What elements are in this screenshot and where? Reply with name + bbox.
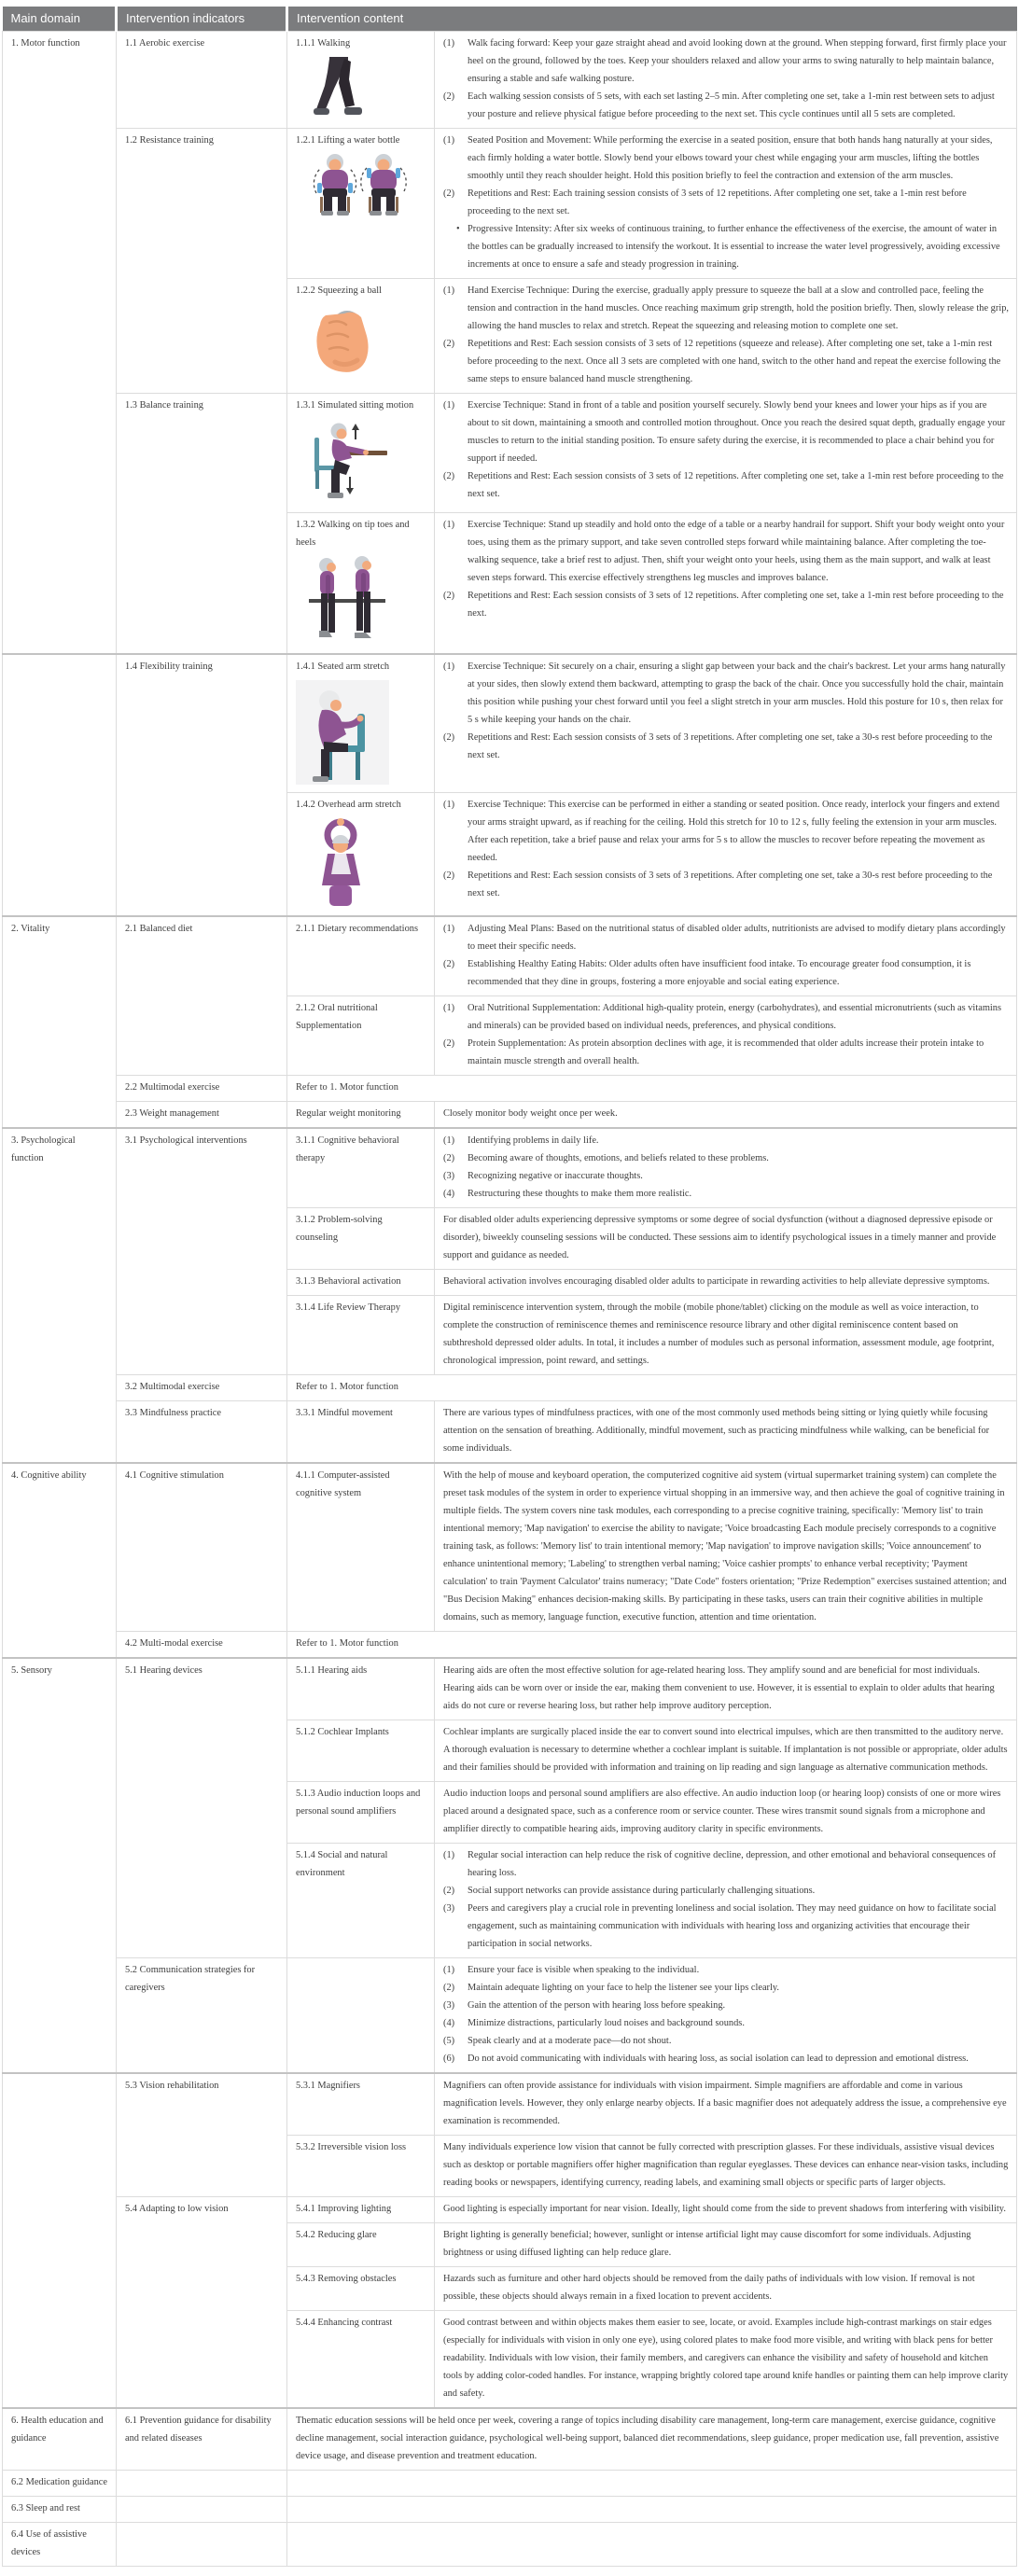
indicator-text: 4.1 Cognitive stimulation bbox=[125, 1470, 224, 1481]
sub-text: 1.1.1 Walking bbox=[296, 38, 351, 49]
sub-text: 3.1.4 Life Review Therapy bbox=[296, 1302, 401, 1313]
cell-content bbox=[435, 2073, 1017, 2136]
cell-content bbox=[435, 129, 1017, 279]
cell-domain bbox=[3, 1463, 117, 1658]
table-row bbox=[3, 2471, 1017, 2497]
item-text: Exercise Technique: Stand in front of a table and position yourself securely. Slowly bend your knees and lower your hips as if you are about to sit down, maintaining a smooth and controlled motion throughout. Once you reach the desired squat depth, gradually engage your muscles to return to the initial standing position. To ensure safety during the exercise, it is recommended to place a chair behind you for support if needed. bbox=[468, 400, 1006, 464]
cell-content bbox=[287, 2497, 1017, 2523]
content-text: Thematic education sessions will be held once per week, covering a range of topics including disability care management, long-term care management, exercise guidance, cognitive decline management, social interaction guidance, psychological well-being support, balanced diet recommendations, sleep guidance, proper medication use, fall prevention, assistive device usage, and disease prevention and treatment education. bbox=[296, 2416, 999, 2461]
content-text: Digital reminiscence intervention system, through the mobile (mobile phone/tablet) clicking on the module as well as voice interaction, to complete the construction of reminiscence themes and reminiscence resource library and other digital reminiscence content based on subthreshold depressed older adults. In total, it includes a number of modules such as personal information, assessment module, age footprint, chronological impression, point reward, and settings. bbox=[443, 1302, 995, 1366]
table-row bbox=[3, 1958, 1017, 2074]
cell-sub bbox=[287, 513, 435, 655]
cell-domain bbox=[3, 2073, 117, 2408]
item-text: Ensure your face is visible when speaking to the individual. bbox=[468, 1965, 700, 1975]
numbered-item bbox=[443, 1961, 1009, 1979]
cell-sub bbox=[287, 2073, 435, 2136]
cell-sub bbox=[287, 1782, 435, 1844]
intervention-table bbox=[2, 7, 1017, 2567]
cell-content bbox=[435, 1782, 1017, 1844]
cell-content bbox=[435, 1463, 1017, 1632]
item-text: Do not avoid communicating with individuals with hearing loss, as social isolation can lead to depression and emotional distress. bbox=[468, 2054, 969, 2064]
item-text: Recognizing negative or inaccurate thoughts. bbox=[468, 1171, 643, 1181]
numbered-item bbox=[443, 867, 1009, 902]
item-number: (1) bbox=[443, 800, 455, 810]
table-row bbox=[3, 32, 1017, 129]
numbered-item bbox=[443, 796, 1009, 867]
cell-content bbox=[435, 654, 1017, 793]
numbered-item bbox=[443, 1900, 1009, 1953]
item-text: Adjusting Meal Plans: Based on the nutritional status of disabled older adults, nutritionists are advised to modify dietary plans accordingly to meet their specific needs. bbox=[468, 924, 1006, 952]
indicator-text: 3.2 Multimodal exercise bbox=[125, 1382, 220, 1392]
sub-text: 5.4.1 Improving lighting bbox=[296, 2204, 392, 2214]
item-text: Exercise Technique: Stand up steadily and hold onto the edge of a table or a nearby handrail for support. Shift your body weight onto your toes, using them as the primary support, and take seven controlled steps forward while maintaining balance. After completing the toe-walking sequence, take a brief rest to adjust. Then, shift your weight onto your heels, using them as the main support, and walk at least seven steps forward. This exercise effectively strengthens leg muscles and improves balance. bbox=[468, 520, 1005, 583]
cell-sub bbox=[287, 394, 435, 513]
cell-content bbox=[435, 513, 1017, 655]
table-row bbox=[3, 1463, 1017, 1632]
cell-content bbox=[435, 1128, 1017, 1208]
sub-text: 5.1.1 Hearing aids bbox=[296, 1665, 368, 1676]
cell-content bbox=[435, 1401, 1017, 1464]
cell-sub bbox=[287, 996, 435, 1076]
item-number: (4) bbox=[443, 1189, 455, 1199]
cell-indicator bbox=[117, 2497, 287, 2523]
sub-text: 5.4.4 Enhancing contrast bbox=[296, 2318, 393, 2328]
domain-text: 2. Vitality bbox=[11, 924, 50, 934]
domain-text: 5. Sensory bbox=[11, 1665, 52, 1676]
cell-sub bbox=[287, 1463, 435, 1632]
cell-sub bbox=[287, 1208, 435, 1270]
sub-text: 3.3.1 Mindful movement bbox=[296, 1408, 393, 1418]
header-main-domain: Main domain bbox=[3, 7, 117, 32]
numbered-item bbox=[443, 658, 1009, 729]
item-number: (2) bbox=[443, 1886, 455, 1896]
indicator-text: 5.3 Vision rehabilitation bbox=[125, 2081, 219, 2091]
cell-indicator bbox=[117, 394, 287, 655]
cell-content bbox=[435, 1720, 1017, 1782]
cell-indicator bbox=[117, 1375, 287, 1401]
cell-domain bbox=[3, 2408, 117, 2471]
numbered-item bbox=[443, 185, 1009, 220]
cell-content bbox=[435, 2267, 1017, 2311]
indicator-text: 2.3 Weight management bbox=[125, 1108, 219, 1119]
item-text: Identifying problems in daily life. bbox=[468, 1135, 599, 1146]
cell-indicator bbox=[117, 916, 287, 1076]
item-text: Walk facing forward: Keep your gaze straight ahead and avoid looking down at the ground. When stepping forward, first firmly place your heel on the ground, followed by the toes. Keep your shoulders relaxed and allow your arms to swing naturally to help maintain balance, ensuring a stable and safe walking posture. bbox=[468, 38, 1007, 84]
numbered-item bbox=[443, 132, 1009, 185]
numbered-item bbox=[443, 1979, 1009, 1997]
item-number: (1) bbox=[443, 1135, 455, 1146]
cell-content bbox=[435, 996, 1017, 1076]
indicator-text: 3.1 Psychological interventions bbox=[125, 1135, 247, 1146]
indicator-text: 6.1 Prevention guidance for disability and related diseases bbox=[125, 2416, 272, 2444]
cell-sub bbox=[287, 1401, 435, 1464]
header-intervention-content: Intervention content bbox=[287, 7, 1017, 32]
indicator-text: 5.4 Adapting to low vision bbox=[125, 2204, 229, 2214]
domain-text: 4. Cognitive ability bbox=[11, 1470, 87, 1481]
bullet-text: Progressive Intensity: After six weeks of continuous training, to further enhance the effectiveness of the exercise, the amount of water in the bottles can be gradually increased to intensify the workout. It is essential to increase the water level progressively, avoiding excessive increments at once to ensure a safe and steady progression in training. bbox=[468, 224, 1000, 270]
cell-content bbox=[287, 1076, 1017, 1102]
table-header bbox=[3, 7, 1017, 32]
cell-sub bbox=[287, 32, 435, 129]
cell-content bbox=[287, 2408, 1017, 2471]
cell-content bbox=[435, 279, 1017, 394]
numbered-item bbox=[443, 1035, 1009, 1070]
sub-text: 5.4.2 Reducing glare bbox=[296, 2230, 377, 2240]
numbered-item bbox=[443, 1132, 1009, 1149]
item-number: (2) bbox=[443, 339, 455, 349]
item-number: (3) bbox=[443, 1171, 455, 1181]
numbered-item bbox=[443, 2032, 1009, 2050]
sub-text: 3.1.1 Cognitive behavioral therapy bbox=[296, 1135, 399, 1163]
item-text: Protein Supplementation: As protein absorption declines with age, it is recommended that older adults increase their protein intake to maintain muscle strength and overall health. bbox=[468, 1038, 984, 1066]
header-intervention-indicators: Intervention indicators bbox=[117, 7, 287, 32]
table-row bbox=[3, 1632, 1017, 1659]
cell-domain bbox=[3, 916, 117, 1128]
item-number: (1) bbox=[443, 924, 455, 934]
item-number: (6) bbox=[443, 2054, 455, 2064]
item-text: Speak clearly and at a moderate pace—do not shout. bbox=[468, 2036, 672, 2046]
cell-content bbox=[435, 2223, 1017, 2267]
sub-text: 1.4.1 Seated arm stretch bbox=[296, 661, 390, 672]
sub-text: Regular weight monitoring bbox=[296, 1108, 401, 1119]
cell-content bbox=[287, 2523, 1017, 2567]
table-row bbox=[3, 2073, 1017, 2136]
indicator-text: 1.3 Balance training bbox=[125, 400, 203, 411]
content-text: Many individuals experience low vision that cannot be fully corrected with prescription glasses. For these individuals, assistive visual devices such as desktop or portable magnifiers offer higher magnification than regular eyeglasses. These devices can enhance near-vision tasks, including reading books or newspapers, identifying currency, reading labels, and examining small objects or specific parts of larger objects. bbox=[443, 2142, 1009, 2188]
table-row bbox=[3, 394, 1017, 513]
table-row bbox=[3, 1102, 1017, 1129]
item-text: Hand Exercise Technique: During the exercise, gradually apply pressure to squeeze the ball at a slow and controlled pace, feeling the tension and contraction in the hand muscles. Once reaching maximum grip strength, hold the position briefly. Then, slowly release the grip, allowing the hand muscles to relax and stretch. Repeat the squeezing and releasing motion to complete one set. bbox=[468, 285, 1010, 331]
table-row bbox=[3, 1076, 1017, 1102]
cell-sub bbox=[287, 1958, 435, 2074]
numbered-item bbox=[443, 955, 1009, 991]
cell-sub bbox=[287, 1658, 435, 1720]
cell-sub bbox=[287, 654, 435, 793]
item-text: Each walking session consists of 5 sets, with each set lasting 2–5 min. After completing one set, take a 1-min rest between sets to adjust your posture and relieve physical fatigue before proceeding to the next set. This cycle continues until all 5 sets are completed. bbox=[468, 91, 995, 119]
sub-text: 5.3.2 Irreversible vision loss bbox=[296, 2142, 407, 2152]
cell-indicator bbox=[117, 654, 287, 916]
cell-indicator bbox=[117, 2408, 287, 2471]
cell-indicator bbox=[117, 32, 287, 129]
item-number: (1) bbox=[443, 1965, 455, 1975]
cell-content bbox=[435, 1658, 1017, 1720]
item-number: (3) bbox=[443, 1903, 455, 1914]
cell-domain bbox=[3, 2497, 117, 2523]
cell-domain bbox=[3, 2523, 117, 2567]
cell-sub bbox=[287, 1296, 435, 1375]
item-number: (1) bbox=[443, 1850, 455, 1860]
cell-indicator bbox=[117, 1076, 287, 1102]
table-row bbox=[3, 916, 1017, 996]
numbered-item bbox=[443, 1997, 1009, 2014]
cell-sub bbox=[287, 1844, 435, 1958]
content-text: Hazards such as furniture and other hard objects should be removed from the daily paths of individuals with low vision. If removal is not possible, these objects should always remain in a fixed location to prevent accidents. bbox=[443, 2274, 975, 2302]
overhead-arm-stretch-icon bbox=[311, 818, 426, 908]
cell-sub bbox=[287, 793, 435, 917]
item-number: (2) bbox=[443, 591, 455, 601]
sub-text: 3.1.3 Behavioral activation bbox=[296, 1276, 401, 1287]
item-number: (1) bbox=[443, 520, 455, 530]
table-row bbox=[3, 1401, 1017, 1464]
item-text: Exercise Technique: This exercise can be performed in either a standing or seated position. Once ready, interlock your fingers and extend your arms straight upward, as if reaching for the ceiling. Hold this stretch for 10 to 12 s, fully feeling the extension in your arm muscles. After each repetition, take a brief pause and relax your arms for 5 s to allow the muscles to recover before repeating the movement as needed. bbox=[468, 800, 1000, 863]
item-text: Peers and caregivers play a crucial role in preventing loneliness and social isolation. They may need guidance on how to facilitate social engagement, such as maintaining communication with individuals with hearing loss and organizing activities that encourage their participation in social networks. bbox=[468, 1903, 997, 1949]
content-text: Good contrast between and within objects makes them easier to see, locate, or avoid. Examples include high-contrast markings on stair edges (especially for individuals with vision in only one eye), using colored plates to make food more visible, and writing with black pens for better readability. Individuals with low vision, their family members, and caregivers can enhance the visibility and safety of household and kitchen tools by adding color-coded handles. For instance, wrapping brightly colored tape around knife handles or painting them can help improve clarity and safety. bbox=[443, 2318, 1009, 2399]
item-number: (1) bbox=[443, 661, 455, 672]
item-number: (2) bbox=[443, 1038, 455, 1049]
cell-indicator bbox=[117, 2523, 287, 2567]
cell-indicator bbox=[117, 1401, 287, 1464]
cell-content bbox=[435, 793, 1017, 917]
numbered-item bbox=[443, 1149, 1009, 1167]
cell-sub bbox=[287, 2223, 435, 2267]
sub-text: 5.4.3 Removing obstacles bbox=[296, 2274, 397, 2284]
cell-content bbox=[435, 1102, 1017, 1129]
content-text: With the help of mouse and keyboard operation, the computerized cognitive aid system (virtual supermarket training system) can complete the preset task modules of the system in order to experience virtual shopping in an immersive way, and then achieve the goal of cognitive training in multiple fields. The system covers nine task modules, each corresponding to a precise cognitive training, specifically: 'Memory list' to train intentional memory; 'Map navigation' to exercise the ability to navigate; 'Voice broadcasting Each module precisely corresponds to a cognitive training task, as follows: 'Memory list' to train intentional memory; 'Map navigation' to improve navigation skills; 'Voice announcement' to enhance unintentional memory; 'Labeling' to strengthen verbal naming; 'Voice cashier prompts' to enhance verbal receptivity; 'Payment calculation' to train 'Payment Calculator' trains numeracy; "Date Code" fosters orientation; "Prize Redemption" exercises sustained attention; and "Bus Decision Making" enhances decision-making skills. By participating in these tasks, users can train their cognitive abilities in multiple domains, such as memory, language function, executive function, attention and time orientation. bbox=[443, 1470, 1007, 1622]
table-row bbox=[3, 2523, 1017, 2567]
domain-text: 6. Health education and guidance bbox=[11, 2416, 104, 2444]
numbered-item bbox=[443, 1185, 1009, 1203]
cell-content bbox=[435, 1844, 1017, 1958]
indicator-text: 5.2 Communication strategies for caregivers bbox=[125, 1965, 256, 1993]
item-text: Oral Nutritional Supplementation: Additional high-quality protein, energy (carbohydrates), and essential micronutrients (such as vitamins and minerals) can be provided based on individual needs, preferences, and physical conditions. bbox=[468, 1003, 1002, 1031]
sub-text: 5.3.1 Magnifiers bbox=[296, 2081, 360, 2091]
walking-legs-icon bbox=[311, 57, 426, 117]
cell-content bbox=[287, 1375, 1017, 1401]
sub-text: 1.4.2 Overhead arm stretch bbox=[296, 800, 401, 810]
item-number: (2) bbox=[443, 1983, 455, 1993]
table-row bbox=[3, 654, 1017, 793]
sub-text: 5.1.2 Cochlear Implants bbox=[296, 1727, 389, 1737]
item-number: (5) bbox=[443, 2036, 455, 2046]
cell-indicator bbox=[117, 1128, 287, 1375]
bullet-marker: • bbox=[456, 224, 460, 234]
domain-text: 3. Psychological function bbox=[11, 1135, 76, 1163]
cell-sub bbox=[287, 916, 435, 996]
item-text: Becoming aware of thoughts, emotions, and beliefs related to these problems. bbox=[468, 1153, 769, 1163]
indicator-text: 3.3 Mindfulness practice bbox=[125, 1408, 222, 1418]
cell-sub bbox=[287, 279, 435, 394]
item-number: (2) bbox=[443, 959, 455, 969]
sub-text: 5.1.3 Audio induction loops and personal sound amplifiers bbox=[296, 1789, 421, 1817]
tiptoe-walking-icon bbox=[307, 556, 426, 646]
cell-sub bbox=[287, 1720, 435, 1782]
content-text: Refer to 1. Motor function bbox=[296, 1638, 398, 1649]
table-row bbox=[3, 1375, 1017, 1401]
cell-sub bbox=[287, 1270, 435, 1296]
indicator-text: 2.2 Multimodal exercise bbox=[125, 1082, 220, 1093]
item-text: Repetitions and Rest: Each training session consists of 3 sets of 12 repetitions. After completing one set, take a 1-min rest before proceeding to the next set. bbox=[468, 188, 967, 216]
item-text: Restructuring these thoughts to make them more realistic. bbox=[468, 1189, 692, 1199]
item-number: (2) bbox=[443, 732, 455, 743]
item-number: (1) bbox=[443, 38, 455, 49]
sub-text: 5.1.4 Social and natural environment bbox=[296, 1850, 388, 1878]
content-text: Hearing aids are often the most effective solution for age-related hearing loss. They amplify sound and are beneficial for most individuals. Hearing aids can be worn over or inside the ear, making them convenient to use. However, it is essential to explain to older adults that hearing aids do not cure or reverse hearing loss, but rather help improve auditory perception. bbox=[443, 1665, 995, 1711]
sub-text: 1.3.1 Simulated sitting motion bbox=[296, 400, 414, 411]
indicator-text: 1.4 Flexibility training bbox=[125, 661, 213, 672]
cell-domain bbox=[3, 1128, 117, 1463]
numbered-item bbox=[443, 2050, 1009, 2068]
item-text: Repetitions and Rest: Each session consists of 3 sets of 12 repetitions. After completing one set, take a 1-min rest before proceeding to the next set. bbox=[468, 471, 1004, 499]
content-text: Closely monitor body weight once per week. bbox=[443, 1108, 618, 1119]
sub-text: 4.1.1 Computer-assisted cognitive system bbox=[296, 1470, 390, 1498]
item-text: Regular social interaction can help reduce the risk of cognitive decline, depression, and other emotional and behavioral consequences of hearing loss. bbox=[468, 1850, 997, 1878]
item-text: Maintain adequate lighting on your face to help the listener see your lips clearly. bbox=[468, 1983, 780, 1993]
numbered-item bbox=[443, 467, 1009, 503]
cell-sub bbox=[287, 1102, 435, 1129]
cell-content bbox=[435, 394, 1017, 513]
cell-sub bbox=[287, 2311, 435, 2409]
content-text: There are various types of mindfulness practices, with one of the most commonly used methods being sitting or lying quietly while focusing attention on the sensation of breathing. Additionally, mindful movement, such as practicing mindfulness while walking, can be beneficial for some individuals. bbox=[443, 1408, 990, 1454]
table-row bbox=[3, 1128, 1017, 1208]
item-number: (2) bbox=[443, 870, 455, 881]
item-number: (1) bbox=[443, 285, 455, 296]
item-text: Social support networks can provide assistance during particularly challenging situations. bbox=[468, 1886, 816, 1896]
indicator-text: 2.1 Balanced diet bbox=[125, 924, 193, 934]
table-row bbox=[3, 2497, 1017, 2523]
indicator-text: 4.2 Multi-modal exercise bbox=[125, 1638, 223, 1649]
bullet-item bbox=[456, 220, 1009, 273]
cell-sub bbox=[287, 2136, 435, 2197]
numbered-item bbox=[443, 1167, 1009, 1185]
domain-text: 1. Motor function bbox=[11, 38, 80, 49]
item-number: (4) bbox=[443, 2018, 455, 2028]
sub-text: 1.2.2 Squeezing a ball bbox=[296, 285, 383, 296]
item-text: Repetitions and Rest: Each session consists of 3 sets of 3 repetitions. After completing one set, take a 30-s rest before proceeding to the next set. bbox=[468, 732, 993, 760]
item-number: (1) bbox=[443, 135, 455, 146]
cell-content bbox=[435, 916, 1017, 996]
sub-text: 1.2.1 Lifting a water bottle bbox=[296, 135, 400, 146]
item-text: Minimize distractions, particularly loud noises and background sounds. bbox=[468, 2018, 745, 2028]
numbered-item bbox=[443, 999, 1009, 1035]
sub-text: 3.1.2 Problem-solving counseling bbox=[296, 1215, 383, 1243]
domain-text: 6.4 Use of assistive devices bbox=[11, 2529, 87, 2557]
indicator-text: 1.2 Resistance training bbox=[125, 135, 214, 146]
cell-content bbox=[287, 2471, 1017, 2497]
cell-indicator bbox=[117, 1102, 287, 1129]
numbered-item bbox=[443, 397, 1009, 467]
lifting-water-bottle-icon bbox=[307, 154, 426, 240]
item-text: Repetitions and Rest: Each session consists of 3 sets of 12 repetitions (squeeze and release). After completing one set, take a 1-min rest before proceeding to the next. Once all 3 sets are completed with one hand, switch to the other hand and repeat the exercise following the same steps to ensure balanced hand muscle strengthening. bbox=[468, 339, 1001, 384]
cell-domain bbox=[3, 32, 117, 655]
numbered-item bbox=[443, 88, 1009, 123]
cell-content bbox=[435, 32, 1017, 129]
cell-indicator bbox=[117, 2471, 287, 2497]
item-number: (2) bbox=[443, 91, 455, 102]
content-text: Good lighting is especially important for near vision. Ideally, light should come from the side to prevent shadows from interfering with visibility. bbox=[443, 2204, 1006, 2214]
cell-sub bbox=[287, 2267, 435, 2311]
item-number: (3) bbox=[443, 2000, 455, 2011]
cell-domain bbox=[3, 654, 117, 916]
numbered-item bbox=[443, 587, 1009, 622]
sub-text: 1.3.2 Walking on tip toes and heels bbox=[296, 520, 410, 548]
cell-sub bbox=[287, 1128, 435, 1208]
table-row bbox=[3, 2197, 1017, 2223]
cell-content bbox=[435, 2136, 1017, 2197]
table-row bbox=[3, 2408, 1017, 2471]
cell-content bbox=[435, 2197, 1017, 2223]
domain-text: 6.3 Sleep and rest bbox=[11, 2503, 80, 2513]
numbered-item bbox=[443, 335, 1009, 388]
table-row bbox=[3, 1658, 1017, 1720]
seated-arm-stretch-icon bbox=[296, 680, 426, 785]
cell-content bbox=[435, 2311, 1017, 2409]
cell-sub bbox=[287, 2197, 435, 2223]
content-text: Magnifiers can often provide assistance for individuals with vision impairment. Simple magnifiers are affordable and come in various magnification levels. However, they only enlarge nearby objects. If a basic magnifier does not adequately address the issue, a comprehensive eye examination is recommended. bbox=[443, 2081, 1007, 2126]
cell-indicator bbox=[117, 1632, 287, 1659]
cell-indicator bbox=[117, 1658, 287, 1958]
item-number: (2) bbox=[443, 471, 455, 481]
numbered-item bbox=[443, 1882, 1009, 1900]
cell-indicator bbox=[117, 129, 287, 394]
content-text: Bright lighting is generally beneficial; however, sunlight or intense artificial light may cause discomfort for some individuals. Adjusting brightness or using diffused lighting can help reduce glare. bbox=[443, 2230, 971, 2258]
content-text: Cochlear implants are surgically placed inside the ear to convert sound into electrical impulses, which are then transmitted to the auditory nerve. A thorough evaluation is necessary to determine whether a cochlear implant is suitable. If implantation is not possible or appropriate, older adults and their families should be provided with information and training on lip reading and sign language as alternative communication methods. bbox=[443, 1727, 1008, 1773]
numbered-item bbox=[443, 1846, 1009, 1882]
item-number: (1) bbox=[443, 1003, 455, 1013]
item-text: Seated Position and Movement: While performing the exercise in a seated position, ensure that both hands hang naturally at your sides, each firmly holding a water bottle. Slowly bend your elbows toward your chest while engaging your arm muscles, lifting the bottles smoothly until they reach shoulder height. Hold this position briefly to feel the contraction and extension of the arm muscles. bbox=[468, 135, 993, 181]
cell-sub bbox=[287, 129, 435, 279]
sub-text: 2.1.2 Oral nutritional Supplementation bbox=[296, 1003, 378, 1031]
cell-domain bbox=[3, 2471, 117, 2497]
cell-content bbox=[435, 1208, 1017, 1270]
content-text: Refer to 1. Motor function bbox=[296, 1382, 398, 1392]
cell-content bbox=[435, 1270, 1017, 1296]
content-text: For disabled older adults experiencing depressive symptoms or some degree of social dysfunction (without a diagnosed depressive episode or disorder), biweekly counseling sessions will be conducted. These sessions aim to identify psychological issues in a timely manner and provide support and guidance as needed. bbox=[443, 1215, 997, 1260]
item-text: Repetitions and Rest: Each session consists of 3 sets of 3 repetitions. After completing one set, take a 30-s rest before proceeding to the next set. bbox=[468, 870, 993, 898]
numbered-item bbox=[443, 282, 1009, 335]
item-text: Exercise Technique: Sit securely on a chair, ensuring a slight gap between your back and the chair's backrest. Let your arms hang naturally at your sides, then slowly extend them backward, attempting to grasp the back of the chair. Once you successfully hold the chair, maintain this position while pushing your chest forward until you feel a slight stretch in your arm muscles. Hold this posture for 10 s, then relax for 5 s while keeping your hands on the chair. bbox=[468, 661, 1006, 725]
cell-indicator bbox=[117, 1463, 287, 1632]
item-text: Establishing Healthy Eating Habits: Older adults often have insufficient food intake. To encourage greater food consumption, it is recommended that they dine in groups, fostering a more enjoyable and social eating experience. bbox=[468, 959, 971, 987]
cell-content bbox=[435, 1958, 1017, 2074]
cell-indicator bbox=[117, 2073, 287, 2197]
cell-content bbox=[287, 1632, 1017, 1659]
content-text: Behavioral activation involves encouraging disabled older adults to participate in rewarding activities to help alleviate depressive symptoms. bbox=[443, 1276, 990, 1287]
simulated-sitting-icon bbox=[307, 419, 426, 505]
table-row bbox=[3, 129, 1017, 279]
table-body bbox=[3, 32, 1017, 2567]
item-number: (2) bbox=[443, 1153, 455, 1163]
squeezing-ball-icon bbox=[307, 304, 426, 377]
numbered-item bbox=[443, 920, 1009, 955]
indicator-text: 5.1 Hearing devices bbox=[125, 1665, 202, 1676]
content-text: Audio induction loops and personal sound amplifiers are also effective. An audio induction loop (or hearing loop) consists of one or more wires placed around a designated space, such as a conference room or service counter. These wires transmit sound signals from a microphone and amplifier directly to compatible hearing aids, improving auditory clarity in specific environments. bbox=[443, 1789, 1001, 1834]
numbered-item bbox=[443, 516, 1009, 587]
item-text: Repetitions and Rest: Each session consists of 3 sets of 12 repetitions. After completing one set, take a 1-min rest before proceeding to the next. bbox=[468, 591, 1004, 619]
content-text: Refer to 1. Motor function bbox=[296, 1082, 398, 1093]
numbered-item bbox=[443, 35, 1009, 88]
cell-indicator bbox=[117, 2197, 287, 2409]
cell-content bbox=[435, 1296, 1017, 1375]
domain-text: 6.2 Medication guidance bbox=[11, 2477, 108, 2487]
item-number: (2) bbox=[443, 188, 455, 199]
numbered-item bbox=[443, 2014, 1009, 2032]
indicator-text: 1.1 Aerobic exercise bbox=[125, 38, 205, 49]
cell-domain bbox=[3, 1658, 117, 2073]
sub-text: 2.1.1 Dietary recommendations bbox=[296, 924, 418, 934]
numbered-item bbox=[443, 729, 1009, 764]
item-number: (1) bbox=[443, 400, 455, 411]
cell-indicator bbox=[117, 1958, 287, 2074]
item-text: Gain the attention of the person with hearing loss before speaking. bbox=[468, 2000, 726, 2011]
